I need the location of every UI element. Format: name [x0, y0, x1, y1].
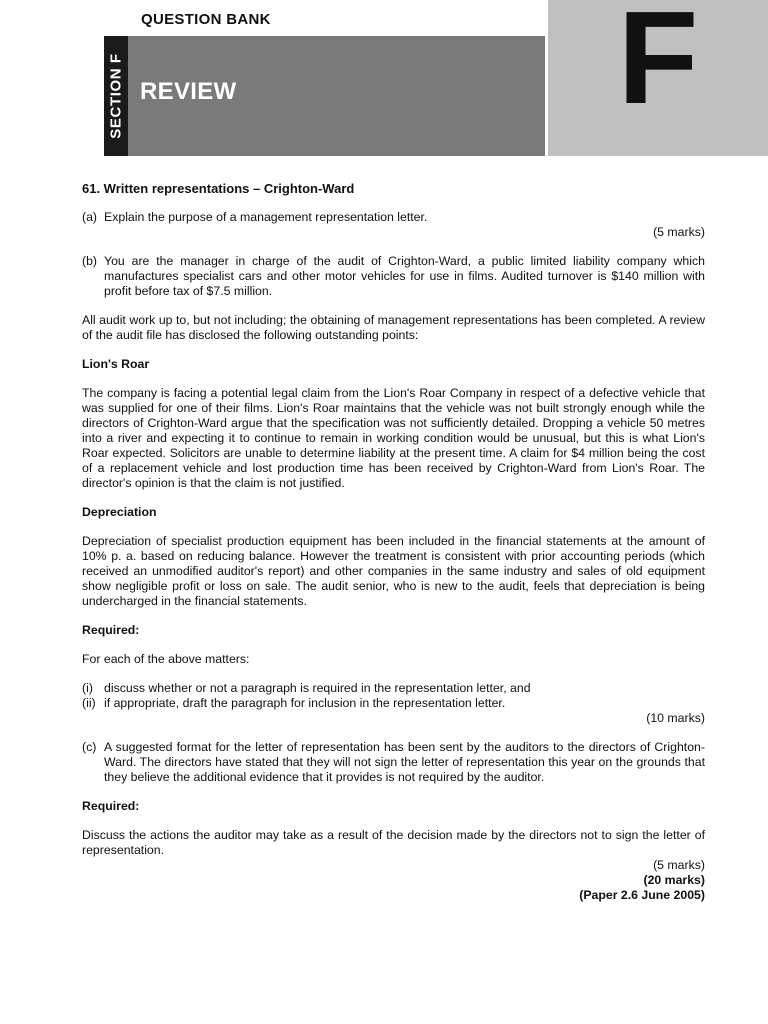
required-item-text: discuss whether or not a paragraph is required in the representation letter, and: [104, 681, 531, 695]
required-item-number: (i): [82, 681, 93, 695]
section-label-strip: [104, 36, 128, 156]
section-label: SECTION F: [107, 53, 125, 139]
required-heading-1: Required:: [82, 623, 140, 637]
part-a-number: (a): [82, 210, 98, 224]
required-item-text: if appropriate, draft the paragraph for inclusion in the representation letter.: [104, 696, 506, 710]
part-b: [82, 254, 705, 299]
part-b-text: You are the manager in charge of the audit of Crighton-Ward, a public limited liability company which manufactures specialist cars and other motor vehicles for use in films. Audited turnover is $140 million with profit before tax of $7.5 million.: [104, 254, 705, 298]
required-lead: For each of the above matters:: [82, 652, 250, 666]
part-c: [82, 740, 705, 785]
part-a-text: Explain the purpose of a management representation letter.: [104, 210, 428, 224]
part-a: [82, 210, 705, 225]
depreciation-heading: Depreciation: [82, 505, 157, 519]
required-1-marks: (10 marks): [646, 711, 705, 725]
lions-roar-paragraph: The company is facing a potential legal claim from the Lion's Roar Company in respect of a defective vehicle that was supplied for one of their films. Lion's Roar maintains that the vehicle was not built strongly enough while the directors of Crighton-Ward argue that the specification was not sufficiently detailed. Dropping a vehicle 50 metres into a river and expecting it to continue to remain in working condition would be unusual, but this is what Lion's Roar expected. Solicitors are unable to determine liability at the present time. A claim for $4 million being the cost of a replacement vehicle and lost production time has been received by Crighton-Ward from Lion's Roar. The director's opinion is that the claim is not justified.: [82, 386, 705, 490]
part-b-number: (b): [82, 254, 98, 268]
question-bank-heading: QUESTION BANK: [141, 11, 271, 28]
required-2-paragraph: Discuss the actions the auditor may take as a result of the decision made by the directors not to sign the letter of representation.: [82, 828, 705, 857]
part-a-marks: (5 marks): [653, 225, 705, 239]
depreciation-paragraph: Depreciation of specialist production equipment has been included in the financial statements at the amount of 10% p. a. based on reducing balance. However the treatment is consistent with prior accounting periods (which received an unmodified auditor's report) and other companies in the same industry and sales of old equipment show negligible profit or loss on sale. The audit senior, who is new to the audit, feels that depreciation is being undercharged in the financial statements.: [82, 534, 705, 608]
required-item: [82, 696, 705, 711]
required-item: [82, 681, 705, 696]
intro-paragraph: All audit work up to, but not including; the obtaining of management representations has been completed. A review of the audit file has disclosed the following outstanding points:: [82, 313, 705, 342]
part-c-number: (c): [82, 740, 97, 754]
part-c-text: A suggested format for the letter of representation has been sent by the auditors to the directors of Crighton-Ward. The directors have stated that they will not sign the letter of representation this year on the grounds that they believe the additional evidence that it provides is not required by the auditor.: [104, 740, 705, 784]
banner-title: REVIEW: [140, 78, 237, 105]
required-heading-2: Required:: [82, 799, 140, 813]
required-item-number: (ii): [82, 696, 96, 710]
review-banner: [128, 36, 545, 156]
lions-roar-heading: Lion's Roar: [82, 357, 150, 371]
question-content: [82, 181, 705, 903]
paper-source: (Paper 2.6 June 2005): [579, 888, 705, 902]
section-letter: F: [617, 0, 699, 131]
total-marks: (20 marks): [643, 873, 705, 887]
question-title: 61. Written representations – Crighton-Ward: [82, 181, 355, 196]
required-2-marks: (5 marks): [653, 858, 705, 872]
